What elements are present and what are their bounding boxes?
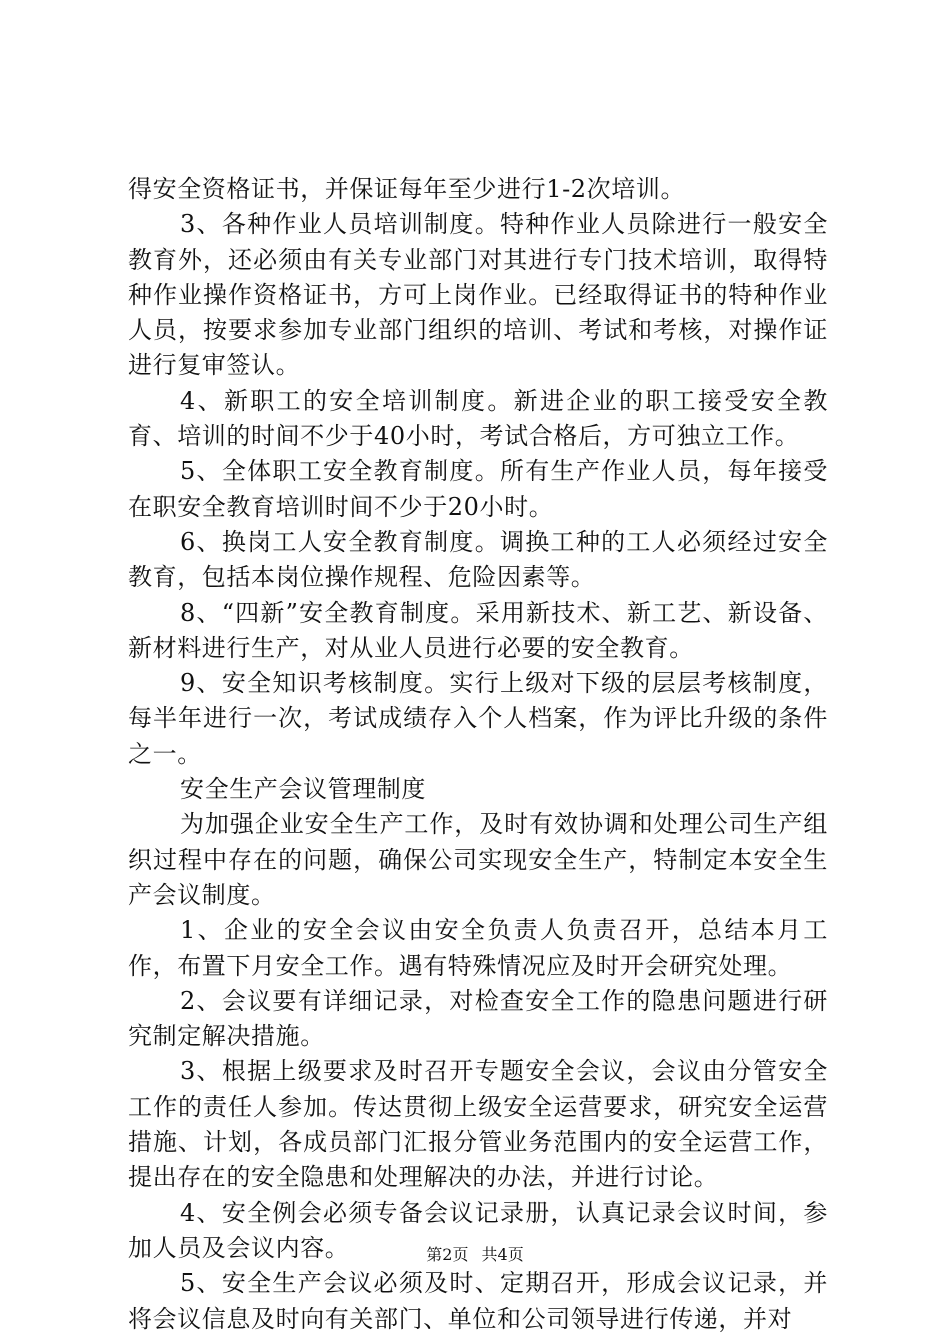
section-heading: 安全生产会议管理制度 bbox=[180, 775, 426, 804]
paragraph-0: 得安全资格证书，并保证每年至少进行1-2次培训。 bbox=[128, 175, 686, 203]
paragraph-1: 3、各种作业人员培训制度。特种作业人员除进行一般安全教育外，还必须由有关专业部门对其进行专门技术培训，取得特种作业操作资格证书，方可上岗作业。已经取得证书的特种作业人员，按要求参加专业部门组织的培训、考试和考核，对操作证进行复审签认。 bbox=[128, 210, 828, 380]
paragraph-6: 9、安全知识考核制度。实行上级对下级的层层考核制度，每半年进行一次，考试成绩存入个人档案，作为评比升级的条件之一。 bbox=[128, 669, 828, 768]
document-body bbox=[128, 172, 828, 1337]
paragraph-10: 2、会议要有详细记录，对检查安全工作的隐患问题进行研究制定解决措施。 bbox=[128, 986, 828, 1051]
page-footer bbox=[0, 1245, 950, 1265]
paragraph-9: 1、企业的安全会议由安全负责人负责召开，总结本月工作，布置下月安全工作。遇有特殊情况应及时开会研究处理。 bbox=[128, 916, 828, 980]
paragraph-13: 5、安全生产会议必须及时、定期召开，形成会议记录，并将会议信息及时向有关部门、单位和公司领导进行传递，并对 bbox=[128, 1269, 828, 1333]
paragraph-12: 4、安全例会必须专备会议记录册，认真记录会议时间，参加人员及会议内容。 bbox=[128, 1198, 828, 1262]
paragraph-4: 6、换岗工人安全教育制度。调换工种的工人必须经过安全教育，包括本岗位操作规程、危险因素等。 bbox=[128, 527, 828, 592]
paragraph-8: 为加强企业安全生产工作，及时有效协调和处理公司生产组织过程中存在的问题，确保公司实现安全生产，特制定本安全生产会议制度。 bbox=[128, 810, 828, 909]
paragraph-5: 8、“四新”安全教育制度。采用新技术、新工艺、新设备、新材料进行生产，对从业人员进行必要的安全教育。 bbox=[128, 598, 828, 662]
page-number: 第2页 bbox=[426, 1245, 469, 1264]
paragraph-11: 3、根据上级要求及时召开专题安全会议，会议由分管安全工作的责任人参加。传达贯彻上级安全运营要求，研究安全运营措施、计划，各成员部门汇报分管业务范围内的安全运营工作，提出存在的安全隐患和处理解决的办法，并进行讨论。 bbox=[128, 1057, 828, 1192]
page-total: 共4页 bbox=[481, 1245, 524, 1264]
paragraph-2: 4、新职工的安全培训制度。新进企业的职工接受安全教育、培训的时间不少于40小时，考试合格后，方可独立工作。 bbox=[128, 386, 828, 451]
paragraph-3: 5、全体职工安全教育制度。所有生产作业人员，每年接受在职安全教育培训时间不少于20小时。 bbox=[128, 457, 828, 521]
